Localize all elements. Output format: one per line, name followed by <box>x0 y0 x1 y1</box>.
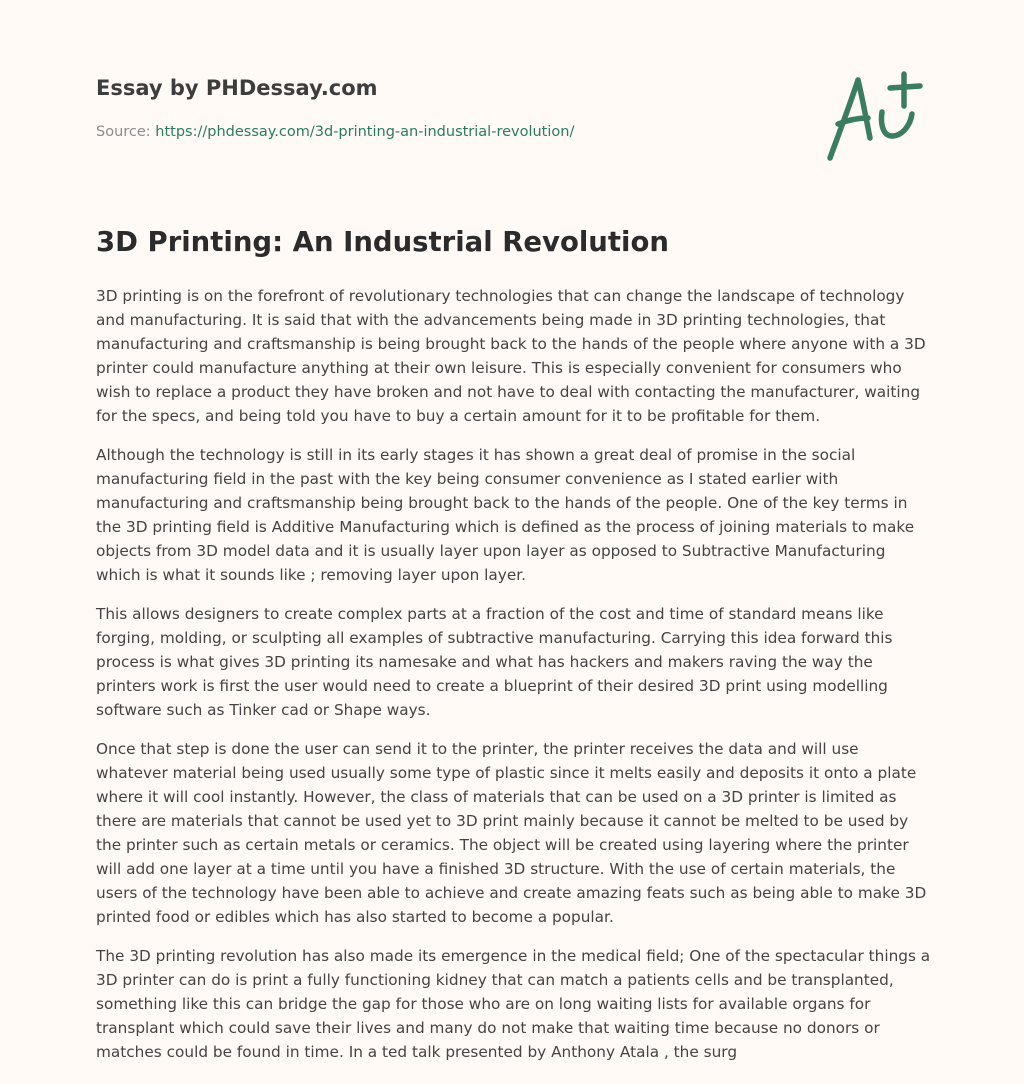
essay-paragraph: The 3D printing revolution has also made its emergence in the medical field; One of the spectacular things a 3D printer can do is print a fully functioning kidney that can match a patients cells and be transplanted, something like this can bridge the gap for those who are on long waiting lists for available organs for transplant which could save their lives and many do not make that waiting time because no donors or matches could be found in time. In a ted talk presented by Anthony Atala , the surg <box>96 947 931 1061</box>
site-title: Essay by PHDessay.com <box>96 76 378 100</box>
essay-title: 3D Printing: An Industrial Revolution <box>96 226 669 258</box>
essay-paragraph: This allows designers to create complex parts at a fraction of the cost and time of standard means like forging, molding, or sculpting all examples of subtractive manufacturing. Carrying this idea forward this process is what gives 3D printing its namesake and what has hackers and makers raving the way the printers work is first the user would need to create a blueprint of their desired 3D print using modelling software such as Tinker cad or Shape ways. <box>96 605 893 719</box>
a-plus-logo-icon <box>824 66 928 166</box>
source-line <box>96 124 574 140</box>
essay-paragraph: Although the technology is still in its early stages it has shown a great deal of promise in the social manufacturing field in the past with the key being consumer convenience as I stated earlier with manufacturing and craftsmanship being brought back to the hands of the people. One of the key terms in the 3D printing field is Additive Manufacturing which is defined as the process of joining materials to make objects from 3D model data and it is usually layer upon layer as opposed to Subtractive Manufacturing which is what it sounds like ; removing layer upon layer. <box>96 446 915 584</box>
essay-body <box>96 284 932 1079</box>
source-label: Source: <box>96 124 151 140</box>
essay-paragraph: Once that step is done the user can send it to the printer, the printer receives the data and will use whatever material being used usually some type of plastic since it melts easily and deposits it onto a plate where it will cool instantly. However, the class of materials that can be used on a 3D printer is limited as there are materials that cannot be used yet to 3D print mainly because it cannot be melted to be used by the printer such as certain metals or ceramics. The object will be created using layering where the printer will add one layer at a time until you have a finished 3D structure. With the use of certain materials, the users of the technology have been able to achieve and create amazing feats such as being able to make 3D printed food or edibles which has also started to become a popular. <box>96 740 927 926</box>
source-link[interactable]: https://phdessay.com/3d-printing-an-industrial-revolution/ <box>155 124 575 140</box>
essay-page <box>96 0 932 1061</box>
essay-paragraph: 3D printing is on the forefront of revolutionary technologies that can change the landscape of technology and manufacturing. It is said that with the advancements being made in 3D printing technologies, that manufacturing and craftsmanship is being brought back to the hands of the people where anyone with a 3D printer could manufacture anything at their own leisure. This is especially convenient for consumers who wish to replace a product they have broken and not have to deal with contacting the manufacturer, waiting for the specs, and being told you have to buy a certain amount for it to be profitable for them. <box>96 287 926 425</box>
site-header <box>96 0 932 200</box>
